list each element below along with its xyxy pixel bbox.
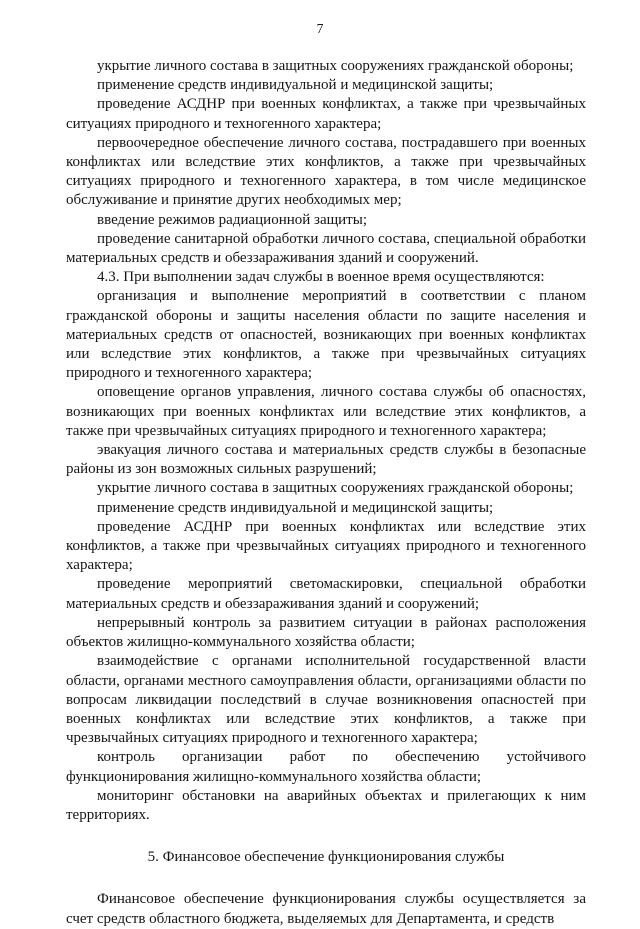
- paragraph: проведение АСДНР при военных конфликтах или вследствие этих конфликтов, а также при чрезвычайных ситуациях природного и техногенного характера;: [66, 518, 586, 574]
- paragraph: оповещение органов управления, личного состава службы об опасностях, возникающих при военных конфликтах или вследствие этих конфликтов, а также при чрезвычайных ситуациях природного и техногенного характера;: [66, 384, 586, 439]
- paragraph: Финансовое обеспечение функционирования службы осуществляется за счет средств областного бюджета, выделяемых для Департамента, и средств: [66, 891, 586, 927]
- paragraph: проведение мероприятий светомаскировки, специальной обработки материальных средств и обеззараживания зданий и сооружений;: [66, 576, 586, 612]
- section-heading: 5. Финансовое обеспечение функционирования службы: [147, 849, 505, 866]
- clause-heading: 4.3. При выполнении задач службы в военное время осуществляются:: [97, 269, 545, 286]
- paragraph: мониторинг обстановки на аварийных объектах и прилегающих к ним территориях.: [66, 787, 586, 823]
- paragraph: введение режимов радиационной защиты;: [97, 211, 367, 228]
- page-number: 7: [316, 21, 324, 36]
- paragraph: контроль организации работ по обеспечению устойчивого функционирования жилищно-коммунального хозяйства области;: [66, 749, 586, 785]
- document-body: [66, 57, 586, 929]
- paragraph: организация и выполнение мероприятий в соответствии с планом гражданской обороны и защиты населения области по защите населения и материальных средств от опасностей, возникающих при военных конфликтах или вследствие этих конфликтов, а также при чрезвычайных ситуациях природного и техногенного характера;: [66, 288, 586, 382]
- paragraph: проведение АСДНР при военных конфликтах, а также при чрезвычайных ситуациях природного и техногенного характера;: [66, 96, 586, 132]
- paragraph: применение средств индивидуальной и медицинской защиты;: [97, 499, 494, 516]
- paragraph: укрытие личного состава в защитных сооружениях гражданской обороны;: [97, 480, 574, 497]
- paragraph: первоочередное обеспечение личного состава, пострадавшего при военных конфликтах или вследствие этих конфликтов, а также при чрезвычайных ситуациях природного и техногенного характера, в том числе медицинское обслуживание и принятие других необходимых мер;: [66, 134, 586, 209]
- paragraph: взаимодействие с органами исполнительной государственной власти области, органами местного самоуправления области, организациями области по вопросам ликвидации последствий в случае возникновения опасностей при военных конфликтах или вследствие этих конфликтов, а также при чрезвычайных ситуациях природного и техногенного характера;: [66, 653, 586, 747]
- paragraph: эвакуация личного состава и материальных средств службы в безопасные районы из зон возможных сильных разрушений;: [66, 442, 586, 478]
- paragraph: проведение санитарной обработки личного состава, специальной обработки материальных средств и обеззараживания зданий и сооружений.: [66, 230, 586, 267]
- paragraph: применение средств индивидуальной и медицинской защиты;: [97, 77, 494, 94]
- paragraph: непрерывный контроль за развитием ситуации в районах расположения объектов жилищно-коммунального хозяйства области;: [66, 614, 586, 651]
- paragraph: укрытие личного состава в защитных сооружениях гражданской обороны;: [97, 58, 574, 74]
